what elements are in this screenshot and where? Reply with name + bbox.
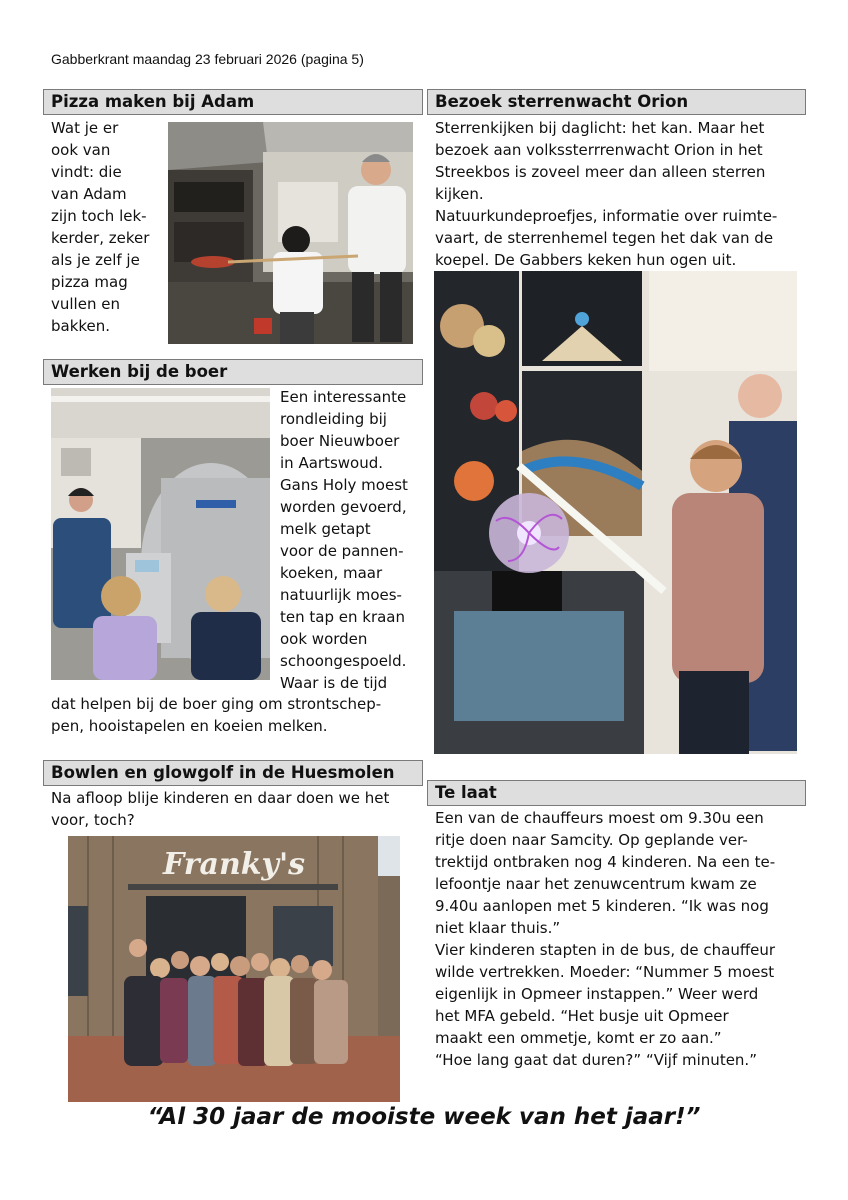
- heading-pizza: Pizza maken bij Adam: [43, 89, 423, 115]
- heading-bowlen: Bowlen en glowgolf in de Huesmolen: [43, 760, 423, 786]
- article-pizza-text: [51, 117, 166, 337]
- text-line: ten tap en kraan: [280, 608, 405, 626]
- text-line: Na afloop blije kinderen en daar doen we het: [51, 789, 390, 807]
- planetarium-plasma-ball-photo-art: [434, 271, 797, 754]
- frankys-group-photo: [68, 836, 400, 1102]
- text-line: natuurlijk moes-: [280, 586, 402, 604]
- text-line: maakt een ommetje, komt er zo aan.”: [435, 1029, 722, 1047]
- text-line: zijn toch lek-: [51, 207, 147, 225]
- text-line: Sterrenkijken bij daglicht: het kan. Maar het: [435, 119, 765, 137]
- pizza-kitchen-photo: [168, 122, 413, 344]
- text-line: 9.40u aanlopen met 5 kinderen. “Ik was nog: [435, 897, 769, 915]
- text-line: boer Nieuwboer: [280, 432, 400, 450]
- frankys-group-photo-art: [68, 836, 400, 1102]
- article-boer-text-right: [280, 386, 420, 694]
- text-line: niet klaar thuis.”: [435, 919, 561, 937]
- text-line: ook van: [51, 141, 111, 159]
- text-line: trektijd ontbraken nog 4 kinderen. Na een te-: [435, 853, 776, 871]
- running-head: Gabberkrant maandag 23 februari 2026 (pagina 5): [51, 51, 364, 67]
- heading-boer: Werken bij de boer: [43, 359, 423, 385]
- text-line: wilde vertrekken. Moeder: “Nummer 5 moest: [435, 963, 775, 981]
- text-line: lefoontje naar het zenuwcentrum kwam ze: [435, 875, 757, 893]
- footer-slogan: “Al 30 jaar de mooiste week van het jaar!”: [147, 1104, 701, 1130]
- text-line: Vier kinderen stapten in de bus, de chauffeur: [435, 941, 776, 959]
- text-line: vaart, de sterrenhemel tegen het dak van de: [435, 229, 774, 247]
- text-line: “Hoe lang gaat dat duren?” “Vijf minuten.”: [435, 1051, 757, 1069]
- text-line: melk getapt: [280, 520, 371, 538]
- planetarium-plasma-ball-photo: [434, 271, 797, 754]
- sign-text: Franky's: [162, 847, 306, 882]
- article-telaat-text: [435, 807, 805, 1071]
- text-line: vullen en: [51, 295, 120, 313]
- text-line: Natuurkundeproefjes, informatie over ruimte-: [435, 207, 778, 225]
- text-line: pen, hooistapelen en koeien melken.: [51, 717, 328, 735]
- text-line: bakken.: [51, 317, 111, 335]
- text-line: rondleiding bij: [280, 410, 387, 428]
- pizza-kitchen-photo-art: [168, 122, 413, 344]
- text-line: kerder, zeker: [51, 229, 150, 247]
- text-line: Wat je er: [51, 119, 119, 137]
- article-bowlen-text: [51, 787, 421, 831]
- text-line: van Adam: [51, 185, 127, 203]
- text-line: koeken, maar: [280, 564, 383, 582]
- text-line: Streekbos is zoveel meer dan alleen sterren: [435, 163, 766, 181]
- text-line: het MFA gebeld. “Het busje uit Opmeer: [435, 1007, 729, 1025]
- text-line: voor de pannen-: [280, 542, 404, 560]
- text-line: in Aartswoud.: [280, 454, 384, 472]
- article-boer-text-full: [51, 693, 421, 737]
- text-line: pizza mag: [51, 273, 128, 291]
- text-line: vindt: die: [51, 163, 122, 181]
- text-line: ook worden: [280, 630, 368, 648]
- text-line: kijken.: [435, 185, 484, 203]
- text-line: Waar is de tijd: [280, 674, 388, 692]
- text-line: ritje doen naar Samcity. Op geplande ver-: [435, 831, 748, 849]
- text-line: bezoek aan volkssterrrenwacht Orion in het: [435, 141, 763, 159]
- article-sterrenwacht-text: [435, 117, 805, 271]
- text-line: koepel. De Gabbers keken hun ogen uit.: [435, 251, 737, 269]
- text-line: voor, toch?: [51, 811, 135, 829]
- text-line: Gans Holy moest: [280, 476, 408, 494]
- heading-telaat: Te laat: [427, 780, 806, 806]
- heading-sterrenwacht: Bezoek sterrenwacht Orion: [427, 89, 806, 115]
- text-line: dat helpen bij de boer ging om strontschep-: [51, 695, 382, 713]
- text-line: als je zelf je: [51, 251, 140, 269]
- text-line: Een van de chauffeurs moest om 9.30u een: [435, 809, 764, 827]
- text-line: schoongespoeld.: [280, 652, 407, 670]
- farm-milk-tank-photo: [51, 388, 270, 680]
- text-line: Een interessante: [280, 388, 407, 406]
- text-line: worden gevoerd,: [280, 498, 407, 516]
- text-line: eigenlijk in Opmeer instappen.” Weer werd: [435, 985, 759, 1003]
- farm-milk-tank-photo-art: [51, 388, 270, 680]
